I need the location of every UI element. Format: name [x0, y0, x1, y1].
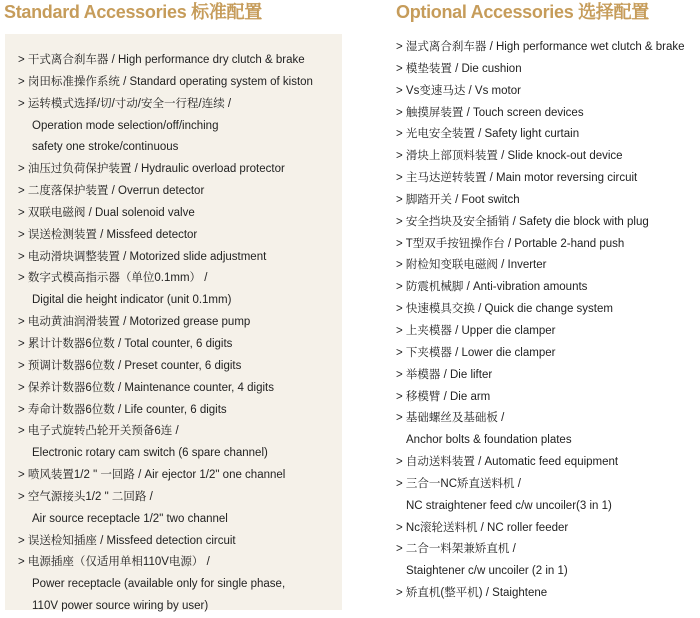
- optional-accessory-item-label: > 三合一NC矫直送料机 /: [396, 477, 521, 490]
- optional-accessory-item-label: > 脚踏开关 / Foot switch: [396, 193, 520, 206]
- standard-accessory-item-label: > 电动黄油润滑装置 / Motorized grease pump: [18, 316, 251, 329]
- optional-accessory-item-continuation: Staightener c/w uncoiler (2 in 1): [406, 565, 568, 578]
- optional-accessory-item-label: > 下夹模器 / Lower die clamper: [396, 346, 556, 359]
- standard-accessory-item-label: > 保养计数器6位数 / Maintenance counter, 4 digits: [18, 381, 274, 394]
- optional-accessory-item-label: > 模垫装置 / Die cushion: [396, 62, 522, 75]
- standard-accessories-title: Standard Accessories 标准配置: [4, 2, 262, 22]
- optional-accessory-item-label: > 触摸屏装置 / Touch screen devices: [396, 106, 584, 119]
- standard-accessory-item-continuation: safety one stroke/continuous: [32, 141, 179, 154]
- standard-accessory-item: [18, 400, 313, 422]
- standard-accessory-item-label: > 油压过负荷保护装置 / Hydraulic overload protector: [18, 163, 285, 176]
- standard-accessory-item: [18, 94, 313, 160]
- optional-accessory-item-continuation: NC straightener feed c/w uncoiler(3 in 1): [406, 499, 612, 512]
- optional-accessories-section: [396, 0, 700, 600]
- optional-accessory-item-label: > 防震机械脚 / Anti-vibration amounts: [396, 281, 588, 294]
- optional-accessory-item: [396, 321, 685, 343]
- standard-accessory-item-label: > 预调计数器6位数 / Preset counter, 6 digits: [18, 359, 242, 372]
- standard-accessory-item-label: > 寿命计数器6位数 / Life counter, 6 digits: [18, 403, 227, 416]
- standard-accessory-item-label: > 空气源接头1/2 " 二回路 /: [18, 490, 153, 503]
- optional-accessory-item: [396, 124, 685, 146]
- optional-accessory-item-label: > 附检知变联电磁阀 / Inverter: [396, 259, 547, 272]
- optional-accessories-list: [396, 37, 685, 605]
- optional-accessory-item: [396, 518, 685, 540]
- optional-accessory-item: [396, 474, 685, 518]
- standard-accessory-item: [18, 378, 313, 400]
- optional-accessory-item: [396, 255, 685, 277]
- standard-accessory-item: [18, 247, 313, 269]
- standard-accessory-item-label: > 电动滑块调整装置 / Motorized slide adjustment: [18, 250, 267, 263]
- optional-accessory-item-label: > 基础螺丝及基础板 /: [396, 412, 505, 425]
- optional-accessory-item: [396, 365, 685, 387]
- standard-accessory-item-continuation: Operation mode selection/off/inching: [32, 119, 219, 132]
- optional-accessory-item: [396, 212, 685, 234]
- optional-accessory-item-label: > Nc滚轮送料机 / NC roller feeder: [396, 521, 569, 534]
- standard-accessory-item: [18, 181, 313, 203]
- standard-accessory-item: [18, 225, 313, 247]
- optional-accessory-item: [396, 81, 685, 103]
- standard-accessory-item: [18, 552, 313, 618]
- optional-accessory-item-label: > 二合一料架兼矫直机 /: [396, 543, 516, 556]
- optional-accessory-item: [396, 539, 685, 583]
- standard-accessory-item-label: > 喷风装置1/2 " 一回路 / Air ejector 1/2" one channel: [18, 469, 286, 482]
- optional-accessory-item: [396, 299, 685, 321]
- standard-accessory-item-continuation: 110V power source wiring by user): [32, 600, 209, 613]
- standard-accessory-item-continuation: Digital die height indicator (unit 0.1mm): [32, 294, 232, 307]
- optional-accessory-item-label: > 安全挡块及安全插销 / Safety die block with plug: [396, 215, 649, 228]
- optional-accessory-item-label: > 快速模具交换 / Quick die change system: [396, 303, 613, 316]
- optional-accessory-item-label: > 上夹模器 / Upper die clamper: [396, 324, 556, 337]
- standard-accessory-item: [18, 356, 313, 378]
- standard-accessory-item-label: > 双联电磁阀 / Dual solenoid valve: [18, 206, 195, 219]
- optional-accessory-item: [396, 387, 685, 409]
- standard-accessory-item: [18, 268, 313, 312]
- optional-accessory-item-label: > 光电安全装置 / Safety light curtain: [396, 128, 580, 141]
- optional-accessory-item: [396, 452, 685, 474]
- standard-accessory-item-continuation: Air source receptacle 1/2" two channel: [32, 512, 228, 525]
- optional-accessory-item-label: > T型双手按钮操作台 / Portable 2-hand push: [396, 237, 625, 250]
- standard-accessory-item-label: > 误送检测装置 / Missfeed detector: [18, 228, 198, 241]
- optional-accessory-item: [396, 408, 685, 452]
- standard-accessory-item-label: > 数字式模高指示器（单位0.1mm） /: [18, 272, 208, 285]
- optional-accessory-item: [396, 103, 685, 125]
- optional-accessory-item-label: > 滑块上部顶料装置 / Slide knock-out device: [396, 150, 623, 163]
- optional-accessory-item: [396, 59, 685, 81]
- optional-accessory-item: [396, 583, 685, 605]
- optional-accessory-item: [396, 234, 685, 256]
- standard-accessory-item-label: > 电子式旋转凸轮开关预备6连 /: [18, 425, 179, 438]
- optional-accessory-item: [396, 146, 685, 168]
- optional-accessory-item-label: > 举模器 / Die lifter: [396, 368, 493, 381]
- optional-accessory-item-label: > 主马达逆转装置 / Main motor reversing circuit: [396, 172, 638, 185]
- standard-accessories-section: [0, 0, 345, 613]
- optional-accessory-item: [396, 168, 685, 190]
- standard-accessory-item-label: > 运转模式选择/切/寸动/安全一行程/连续 /: [18, 97, 232, 110]
- standard-accessory-item: [18, 203, 313, 225]
- standard-accessory-item: [18, 531, 313, 553]
- standard-accessory-item: [18, 334, 313, 356]
- optional-accessory-item-label: > 湿式离合刹车器 / High performance wet clutch & brake: [396, 41, 685, 53]
- standard-accessory-item-label: > 二度落保护装置 / Overrun detector: [18, 185, 205, 198]
- standard-accessory-item: [18, 50, 313, 72]
- standard-accessory-item-label: > 岗田标准操作系统 / Standard operating system of kiston: [18, 75, 313, 88]
- standard-accessory-item-continuation: Electronic rotary cam switch (6 spare channel): [32, 447, 268, 460]
- standard-accessory-item: [18, 421, 313, 465]
- optional-accessories-title: Optional Accessories 选择配置: [396, 2, 649, 22]
- optional-accessory-item-continuation: Anchor bolts & foundation plates: [406, 434, 572, 447]
- optional-accessory-item-label: > 移模臂 / Die arm: [396, 390, 491, 403]
- standard-accessory-item: [18, 312, 313, 334]
- standard-accessory-item: [18, 72, 313, 94]
- standard-accessory-item-label: > 电源插座（仅适用单相110V电源） /: [18, 556, 210, 569]
- standard-accessories-list: [18, 50, 313, 618]
- standard-accessory-item: [18, 159, 313, 181]
- optional-accessory-item: [396, 277, 685, 299]
- standard-accessory-item: [18, 465, 313, 487]
- standard-accessory-item-label: > 累计计数器6位数 / Total counter, 6 digits: [18, 337, 233, 350]
- optional-accessory-item: [396, 190, 685, 212]
- standard-accessory-item-label: > 误送检知插座 / Missfeed detection circuit: [18, 534, 236, 547]
- optional-accessory-item-label: > 自动送料装置 / Automatic feed equipment: [396, 456, 619, 469]
- standard-accessory-item-label: > 干式离合刹车器 / High performance dry clutch & brake: [18, 54, 305, 66]
- standard-accessory-item: [18, 487, 313, 531]
- standard-accessory-item-continuation: Power receptacle (available only for single phase,: [32, 578, 286, 591]
- optional-accessory-item-label: > Vs变速马达 / Vs motor: [396, 84, 521, 97]
- optional-accessory-item-label: > 矫直机(整平机) / Staightene: [396, 587, 548, 600]
- optional-accessory-item: [396, 343, 685, 365]
- optional-accessory-item: [396, 37, 685, 59]
